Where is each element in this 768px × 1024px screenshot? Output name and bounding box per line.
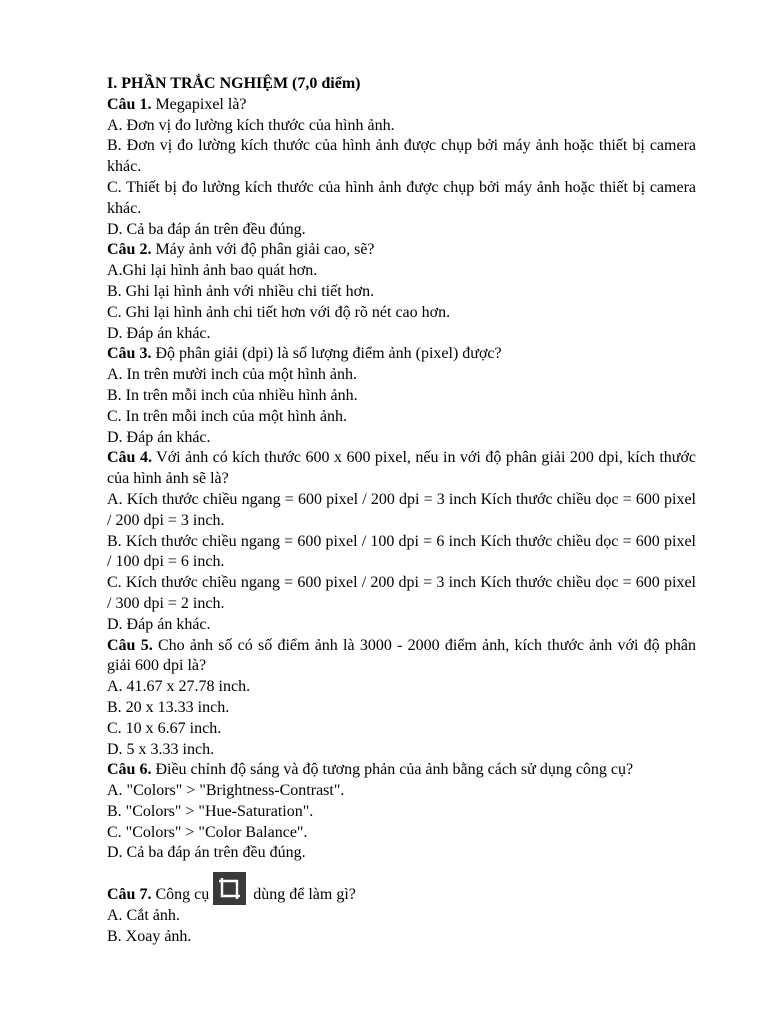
question-1-option-b: B. Đơn vị đo lường kích thước của hình ảnh được chụp bởi máy ảnh hoặc thiết bị camera khác. [107,137,696,176]
question-6-stem [107,760,696,781]
question-2-label: Câu 2. [107,241,152,259]
question-2-stem [107,240,696,261]
question-7-stem [107,872,696,906]
question-4-option-c: C. Kích thước chiều ngang = 600 pixel / 200 dpi = 3 inch Kích thước chiều dọc = 600 pixel / 300 dpi = 2 inch. [107,574,696,612]
question-4-stem [107,448,696,490]
question-1-label: Câu 1. [107,95,152,113]
question-1-option-c: C. Thiết bị đo lường kích thước của hình ảnh được chụp bởi máy ảnh hoặc thiết bị camera khác. [107,178,696,217]
question-1-option-a: A. Đơn vị đo lường kích thước của hình ảnh. [107,116,395,134]
question-6-option-a: A. "Colors" > "Brightness-Contrast". [107,782,345,800]
question-3-stem [107,344,696,365]
question-5-option-c: C. 10 x 6.67 inch. [107,719,222,737]
question-3-label: Câu 3. [107,345,152,363]
question-6-label: Câu 6. [107,761,152,779]
question-1-text: Megapixel là? [151,95,247,113]
crop-tool-icon [213,872,246,905]
question-5-text: Cho ảnh số có số điểm ảnh là 3000 - 2000 điểm ảnh, kích thước ảnh với độ phân giải 600 dpi là? [107,636,697,675]
question-7 [107,872,696,947]
question-4 [107,448,696,635]
question-7-text-before: Công cụ [151,886,210,904]
question-5-option-a: A. 41.67 x 27.78 inch. [107,678,251,696]
question-6-option-d: D. Cả ba đáp án trên đều đúng. [107,844,306,862]
question-6 [107,760,696,864]
question-5 [107,636,696,761]
question-7-label: Câu 7. [107,886,152,904]
question-2-option-b: B. Ghi lại hình ảnh với nhiều chi tiết hơn. [107,282,375,300]
question-2 [107,240,696,344]
question-3 [107,344,696,448]
question-5-option-b: B. 20 x 13.33 inch. [107,698,230,716]
question-2-option-a: A.Ghi lại hình ảnh bao quát hơn. [107,262,318,280]
question-4-option-d: D. Đáp án khác. [107,615,211,633]
question-7-option-a: A. Cắt ảnh. [107,907,180,925]
question-1-stem [107,95,696,116]
question-2-option-d: D. Đáp án khác. [107,324,211,342]
question-7-text-after: dùng để làm gì? [249,886,356,904]
question-3-option-c: C. In trên mỗi inch của một hình ảnh. [107,407,347,425]
question-2-text: Máy ảnh với độ phân giải cao, sẽ? [151,241,375,259]
question-7-option-b: B. Xoay ảnh. [107,927,192,945]
question-5-stem [107,636,696,678]
section-title: I. PHẦN TRẮC NGHIỆM (7,0 điểm) [107,75,361,92]
question-2-option-c: C. Ghi lại hình ảnh chi tiết hơn với độ rõ nét cao hơn. [107,303,451,321]
question-6-option-c: C. "Colors" > "Color Balance". [107,823,308,841]
question-4-option-b: B. Kích thước chiều ngang = 600 pixel / 100 dpi = 6 inch Kích thước chiều dọc = 600 pixel / 100 dpi = 6 inch. [107,532,696,571]
question-1 [107,95,696,241]
question-5-option-d: D. 5 x 3.33 inch. [107,740,215,758]
question-4-label: Câu 4. [107,449,152,467]
question-4-option-a: A. Kích thước chiều ngang = 600 pixel / 200 dpi = 3 inch Kích thước chiều dọc = 600 pixel / 200 dpi = 3 inch. [107,490,696,529]
question-6-text: Điều chỉnh độ sáng và độ tương phản của ảnh bằng cách sử dụng công cụ? [151,761,634,779]
question-3-text: Độ phân giải (dpi) là số lượng điểm ảnh (pixel) được? [151,345,502,363]
question-1-option-d: D. Cả ba đáp án trên đều đúng. [107,220,306,238]
question-4-text: Với ảnh có kích thước 600 x 600 pixel, nếu in với độ phân giải 200 dpi, kích thước của hình ảnh sẽ là? [107,449,697,488]
question-3-option-a: A. In trên mười inch của một hình ảnh. [107,366,357,384]
question-3-option-d: D. Đáp án khác. [107,428,211,446]
question-6-option-b: B. "Colors" > "Hue-Saturation". [107,802,314,820]
question-5-label: Câu 5. [107,636,153,654]
question-3-option-b: B. In trên mỗi inch của nhiều hình ảnh. [107,386,358,404]
